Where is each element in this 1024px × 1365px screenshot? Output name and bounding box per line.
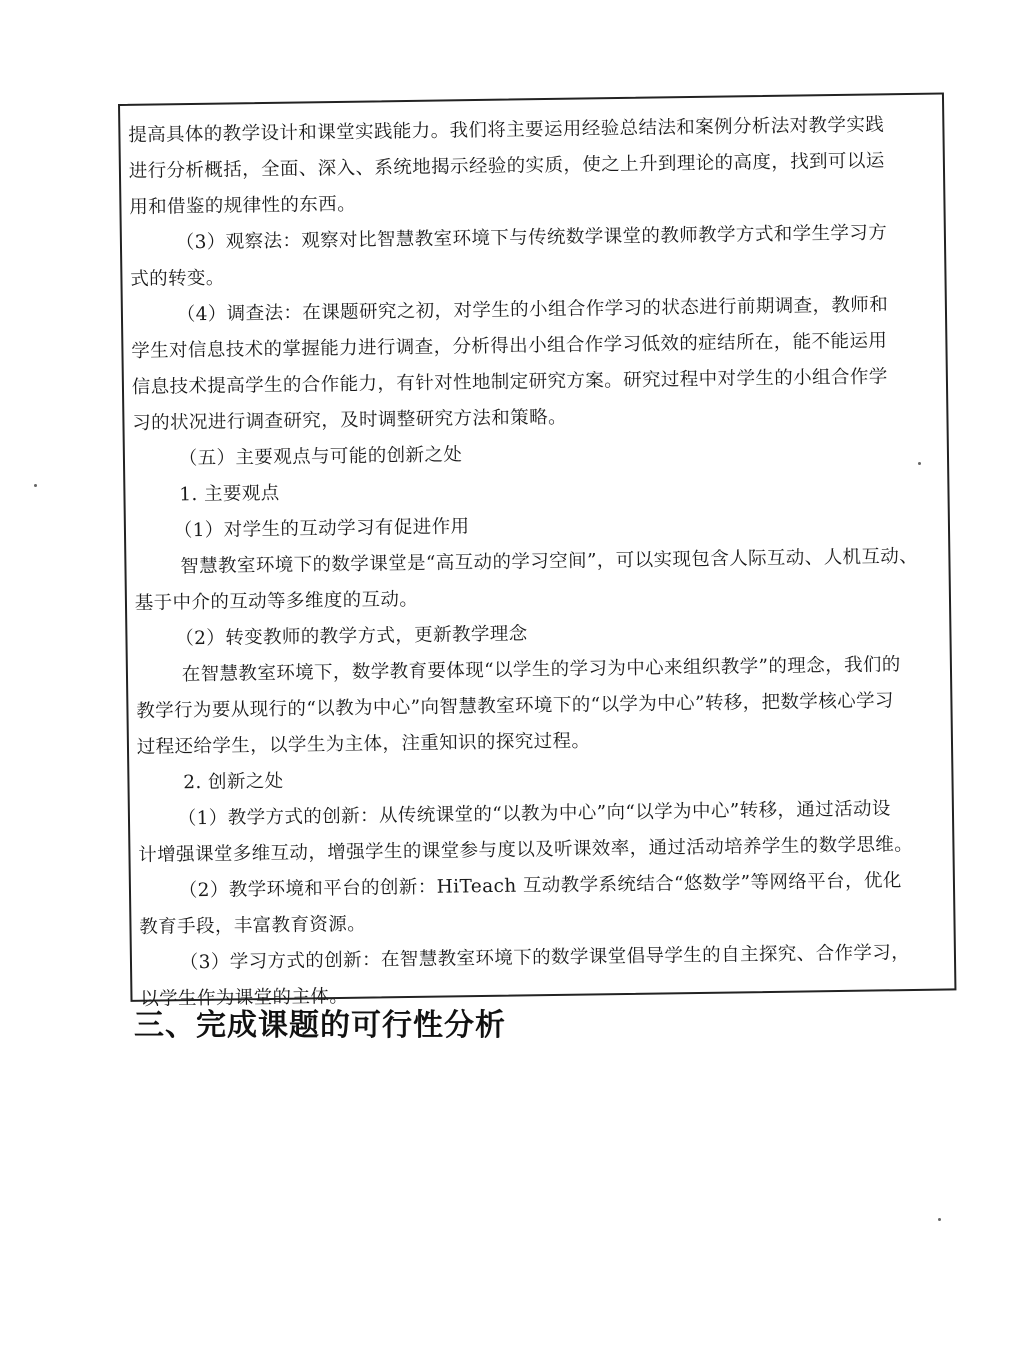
scan-speck: [34, 484, 37, 487]
scan-speck: [938, 1218, 941, 1221]
innovation-3-line-1: （3）学习方式的创新：在智慧教室环境下的数学课堂倡导学生的自主探究、合作学习，: [179, 942, 911, 974]
survey-method-line-3: 信息技术提高学生的合作能力，有针对性地制定研究方案。研究过程中对学生的小组合作学: [131, 366, 888, 398]
body-line-3: 用和借鉴的规律性的东西。: [129, 193, 357, 218]
body-line-2: 进行分析概括，全面、深入、系统地揭示经验的实质，使之上升到理论的高度，找到可以运: [128, 150, 885, 182]
body-line-1: 提高具体的教学设计和课堂实践能力。我们将主要运用经验总结法和案例分析法对教学实践: [128, 114, 885, 146]
survey-method-line-1: （4）调查法：在课题研究之初，对学生的小组合作学习的状态进行前期调查，教师和: [176, 294, 889, 326]
innovation-2-line-1: （2）教学环境和平台的创新：HiTeach 互动教学系统结合“悠数学”等网络平台，优化: [178, 870, 902, 902]
body-text: [128, 107, 948, 1018]
survey-method-line-2: 学生对信息技术的掌握能力进行调查，分析得出小组合作学习低效的症结所在，能不能运用: [131, 330, 888, 362]
innovation-3-line-2: 以学生作为课堂的主体。: [140, 986, 349, 1010]
viewpoint-2-line-3: 过程还给学生，以学生为主体，注重知识的探究过程。: [136, 730, 591, 758]
subsection-heading-viewpoints: （五）主要观点与可能的创新之处: [178, 444, 463, 470]
survey-method-line-4: 习的状况进行调查研究，及时调整研究方法和策略。: [132, 406, 568, 434]
scan-speck: [918, 462, 921, 465]
observation-method-line-2: 式的转变。: [130, 267, 225, 290]
viewpoint-1-heading: （1）对学生的互动学习有促进作用: [173, 516, 470, 542]
viewpoint-2-line-2: 教学行为要从现行的“以教为中心”向智慧教室环境下的“以学为中心”转移，把数学核心学习: [136, 690, 894, 722]
viewpoint-2-line-1: 在智慧教室环境下，数学教育要体现“以学生的学习为中心来组织教学”的理念，我们的: [181, 654, 901, 686]
innovation-1-line-2: 计增强课堂多维互动，增强学生的课堂参与度以及听课效率，通过活动培养学生的数学思维。: [138, 834, 914, 866]
innovation-1-line-1: （1）教学方式的创新：从传统课堂的“以教为中心”向“以学为中心”转移，通过活动设: [177, 798, 891, 830]
viewpoint-2-heading: （2）转变教师的教学方式，更新教学理念: [175, 623, 528, 650]
innovation-2-line-2: 教育手段，丰富教育资源。: [139, 913, 367, 938]
viewpoint-1-line-2: 基于中介的互动等多维度的互动。: [134, 588, 419, 614]
viewpoint-1-line-1: 智慧教室环境下的数学课堂是“高互动的学习空间”，可以实现包含人际互动、人机互动、: [180, 546, 919, 578]
section-heading: 三、完成课题的可行性分析: [134, 1008, 506, 1043]
main-viewpoints-heading: 1. 主要观点: [179, 482, 280, 506]
observation-method-line-1: （3）观察法：观察对比智慧教室环境下与传统数学课堂的教师教学方式和学生学习方: [175, 222, 888, 254]
innovations-heading: 2. 创新之处: [183, 770, 284, 794]
